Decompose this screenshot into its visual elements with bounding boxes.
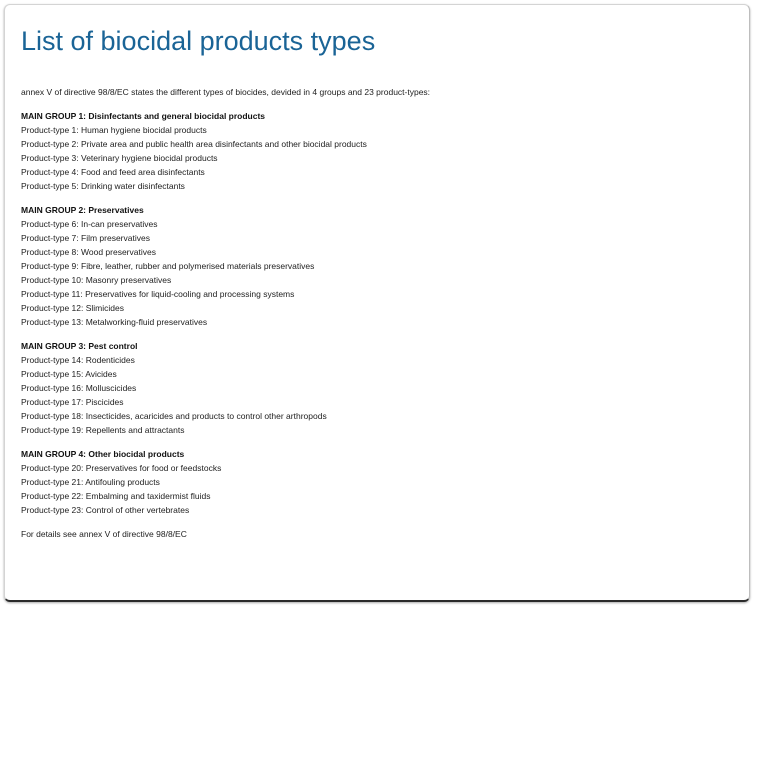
group-1: [21, 109, 733, 193]
list-item: Product-type 21: Antifouling products: [21, 477, 160, 487]
list-item: Product-type 2: Private area and public health area disinfectants and other biocidal products: [21, 139, 367, 149]
list-item: Product-type 3: Veterinary hygiene biocidal products: [21, 153, 218, 163]
list-item: Product-type 9: Fibre, leather, rubber and polymerised materials preservatives: [21, 261, 315, 271]
panel-content: [21, 25, 733, 541]
list-item: Product-type 20: Preservatives for food or feedstocks: [21, 463, 222, 473]
list-item: Product-type 5: Drinking water disinfectants: [21, 181, 185, 191]
page-title: List of biocidal products types: [21, 26, 376, 56]
list-item: Product-type 18: Insecticides, acaricides and products to control other arthropods: [21, 411, 327, 421]
list-item: Product-type 15: Avicides: [21, 369, 117, 379]
group-2: [21, 203, 733, 329]
group-title: MAIN GROUP 3: Pest control: [21, 341, 138, 351]
list-item: Product-type 13: Metalworking-fluid preservatives: [21, 317, 208, 327]
list-item: Product-type 19: Repellents and attractants: [21, 425, 185, 435]
list-item: Product-type 6: In-can preservatives: [21, 219, 158, 229]
list-item: Product-type 8: Wood preservatives: [21, 247, 156, 257]
list-item: Product-type 22: Embalming and taxidermist fluids: [21, 491, 211, 501]
intro-text: annex V of directive 98/8/EC states the different types of biocides, devided in 4 groups and 23 product-types:: [21, 87, 431, 97]
group-3: [21, 339, 733, 437]
list-item: Product-type 4: Food and feed area disinfectants: [21, 167, 205, 177]
list-item: Product-type 16: Molluscicides: [21, 383, 137, 393]
list-item: Product-type 14: Rodenticides: [21, 355, 135, 365]
group-title: MAIN GROUP 4: Other biocidal products: [21, 449, 185, 459]
list-item: Product-type 1: Human hygiene biocidal products: [21, 125, 207, 135]
group-title: MAIN GROUP 2: Preservatives: [21, 205, 144, 215]
list-item: Product-type 12: Slimicides: [21, 303, 124, 313]
footer-note: For details see annex V of directive 98/8/EC: [21, 529, 187, 539]
content-panel: [4, 4, 750, 602]
list-item: Product-type 23: Control of other vertebrates: [21, 505, 190, 515]
list-item: Product-type 17: Piscicides: [21, 397, 124, 407]
list-item: Product-type 7: Film preservatives: [21, 233, 150, 243]
group-4: [21, 447, 733, 517]
list-item: Product-type 10: Masonry preservatives: [21, 275, 172, 285]
list-item: Product-type 11: Preservatives for liquid-cooling and processing systems: [21, 289, 295, 299]
group-title: MAIN GROUP 1: Disinfectants and general biocidal products: [21, 111, 266, 121]
